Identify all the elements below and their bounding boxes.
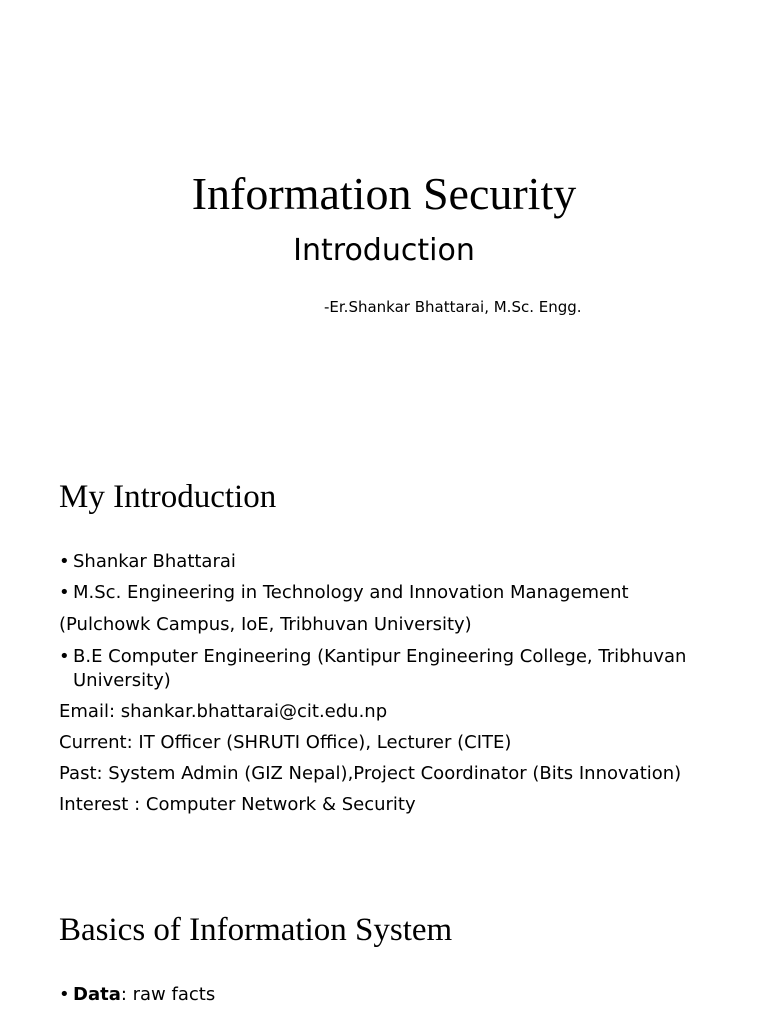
- intro-heading: My Introduction: [59, 479, 277, 515]
- past-line: Past: System Admin (GIZ Nepal),Project Coordinator (Bits Innovation): [59, 763, 682, 784]
- term-data: Data: [73, 984, 121, 1005]
- term-definition: : raw facts: [120, 984, 216, 1005]
- email-line: Email: shankar.bhattarai@cit.edu.np: [59, 701, 388, 722]
- list-item-data: [59, 983, 215, 1007]
- list-item-name: [59, 550, 236, 574]
- list-item-text: M.Sc. Engineering in Technology and Innovation Management: [73, 582, 629, 603]
- current-line: Current: IT Officer (SHRUTI Office), Lecturer (CITE): [59, 732, 512, 753]
- list-item-text: B.E Computer Engineering (Kantipur Engineering College, Tribhuvan: [73, 646, 687, 667]
- interest-line: Interest : Computer Network & Security: [59, 794, 416, 815]
- document-subtitle: Introduction: [293, 233, 475, 268]
- document-title: Information Security: [191, 168, 577, 219]
- list-item-msc: [59, 581, 629, 605]
- campus-line: (Pulchowk Campus, IoE, Tribhuvan University): [59, 614, 472, 635]
- list-item-be-continued: University): [73, 670, 171, 691]
- list-item-text: Shankar Bhattarai: [73, 551, 236, 572]
- basics-heading: Basics of Information System: [59, 912, 453, 948]
- author-line: -Er.Shankar Bhattarai, M.Sc. Engg.: [324, 298, 582, 316]
- list-item-be: [59, 645, 686, 669]
